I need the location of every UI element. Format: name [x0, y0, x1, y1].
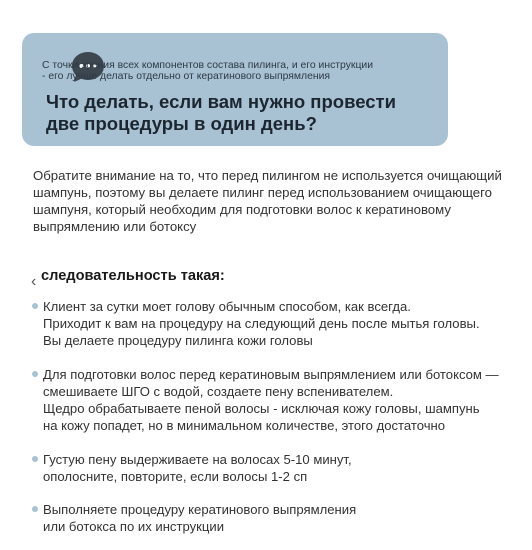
step-text: Клиент за сутки моет голову обычным способом, как всегда. Приходит к вам на процедуру на следующий день после мытья головы. Вы делаете процедуру пилинга кожи головы [43, 299, 480, 348]
chevron-left-icon[interactable]: ‹ [31, 273, 37, 290]
bullet-dot [32, 456, 38, 462]
card-title: Что делать, если вам нужно провести две процедуры в один день? [46, 91, 396, 134]
step-text: Для подготовки волос перед кератиновым выпрямлением или ботоксом — смешиваете ШГО с водой, создаете пену вспенивателем. Щедро обрабатываете пеной волосы - исключая кожу головы, шампунь на кожу попадет, но в минимальном количестве, этого достаточно [43, 367, 499, 433]
step-text: Густую пену выдерживаете на волосах 5-10 минут, ополосните, повторите, если волосы 1-2 сп [43, 452, 352, 484]
step-text: Выполняете процедуру кератинового выпрямления или ботокса по их инструкции [43, 502, 357, 534]
bullet-dot [32, 371, 38, 377]
bullet-dot [32, 506, 38, 512]
bullet-dot [32, 303, 38, 309]
card-note: С точки зрения всех компонентов состава пилинга, и его инструкции - его лучше делать отдельно от кератинового выпрямления [42, 60, 373, 82]
section-heading: следовательность такая: [41, 268, 225, 284]
intro-paragraph: Обратите внимание на то, что перед пилингом не используется очищающий шампунь, поэтому вы делаете пилинг перед использованием очищающего шампуня, который необходим для подготовки волос к кератиновому выпрямлению или ботоксу [33, 168, 502, 234]
